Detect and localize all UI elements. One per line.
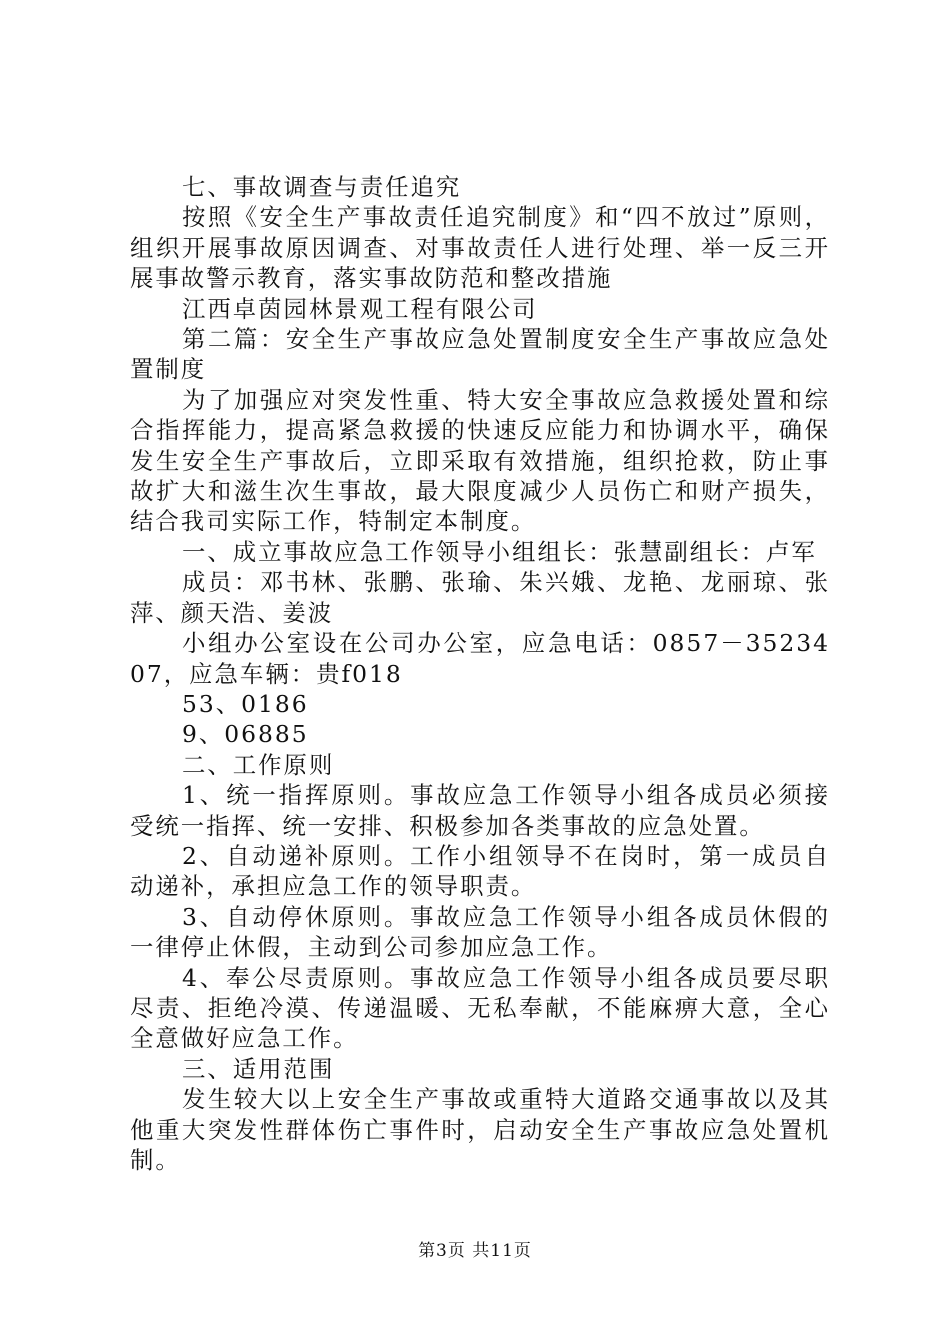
paragraph-principle-auto-substitution: 2、自动递补原则。工作小组领导不在岗时，第一成员自动递补，承担应急工作的领导职责。 <box>130 841 830 901</box>
chapter-title: 第二篇：安全生产事故应急处置制度安全生产事故应急处置制度 <box>130 325 830 384</box>
section-heading-leadership-group: 一、成立事故应急工作领导小组组长：张慧副组长：卢军 <box>182 537 817 566</box>
paragraph-purpose: 为了加强应对突发性重、特大安全事故应急救援处置和综合指挥能力，提高紧急救援的快速反应能力和协调水平，确保发生安全生产事故后，立即采取有效措施，组织抢救，防止事故扩大和滋生次生事故，最大限度减少人员伤亡和财产损失，结合我司实际工作，特制定本制度。 <box>130 385 830 536</box>
paragraph-principle-duty: 4、奉公尽责原则。事故应急工作领导小组各成员要尽职尽责、拒绝冷漠、传递温暖、无私奉献，不能麻痹大意，全心全意做好应急工作。 <box>130 963 830 1053</box>
paragraph-members: 成员：邓书林、张鹏、张瑜、朱兴娥、龙艳、龙丽琼、张萍、颜天浩、姜波 <box>130 568 830 627</box>
paragraph-scope: 发生较大以上安全生产事故或重特大道路交通事故以及其他重大突发性群体伤亡事件时，启动安全生产事故应急处置机制。 <box>130 1085 830 1174</box>
document-body <box>130 172 830 1175</box>
paragraph-office-contact: 小组办公室设在公司办公室，应急电话：0857－3523407，应急车辆：贵f018 <box>130 629 830 688</box>
section-heading-accident-investigation: 七、事故调查与责任追究 <box>182 173 462 201</box>
paragraph-principle-leave-suspension: 3、自动停休原则。事故应急工作领导小组各成员休假的一律停止休假，主动到公司参加应急工作。 <box>130 902 830 962</box>
paragraph-principle-unified-command: 1、统一指挥原则。事故应急工作领导小组各成员必须接受统一指挥、统一安排、积极参加各类事故的应急处置。 <box>130 781 830 840</box>
company-name: 江西卓茵园林景观工程有限公司 <box>182 294 538 323</box>
paragraph-vehicle-number-part: 53、0186 <box>182 689 309 718</box>
paragraph-vehicle-number-part: 9、06885 <box>182 720 309 749</box>
section-heading-scope: 三、适用范围 <box>182 1054 335 1083</box>
page-number-footer: 第3页 共11页 <box>418 1241 532 1261</box>
section-heading-work-principles: 二、工作原则 <box>182 750 335 779</box>
paragraph-accountability: 按照《安全生产事故责任追究制度》和“四不放过”原则，组织开展事故原因调查、对事故责任人进行处理、举一反三开展事故警示教育，落实事故防范和整改措施 <box>130 203 830 293</box>
